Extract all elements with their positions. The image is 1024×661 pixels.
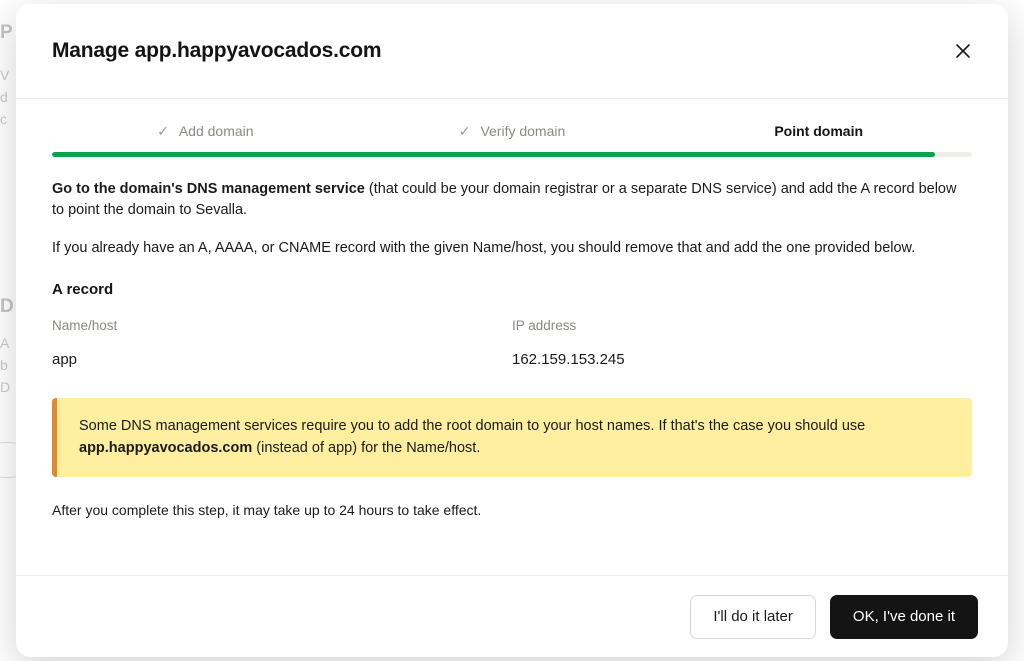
modal-header — [16, 4, 1008, 99]
do-it-later-button[interactable]: I'll do it later — [690, 595, 816, 639]
a-record-grid — [52, 318, 972, 368]
record-field-name-host — [52, 318, 512, 368]
progress-track — [52, 152, 972, 157]
record-label-name-host: Name/host — [52, 318, 118, 333]
stepper — [52, 123, 972, 139]
record-label-ip-address: IP address — [512, 318, 577, 333]
bg-line-3: c — [0, 111, 7, 127]
intro-paragraph — [52, 179, 972, 221]
second-paragraph: If you already have an A, AAAA, or CNAME record with the given Name/host, you should remove that and add the one provided below. — [52, 240, 916, 256]
check-icon: ✓ — [458, 123, 471, 139]
step-add-domain[interactable] — [52, 123, 359, 139]
close-icon[interactable] — [948, 36, 978, 66]
progress-fill — [52, 152, 935, 157]
bg-line-2: d — [0, 89, 8, 105]
step-label-verify-domain: Verify domain — [480, 123, 566, 139]
intro-bold-text: Go to the domain's DNS management service — [52, 181, 365, 197]
record-value-ip-address: 162.159.153.245 — [512, 351, 625, 368]
step-point-domain[interactable] — [665, 123, 972, 139]
callout-tail-text: (instead of app) for the Name/host. — [252, 440, 481, 456]
callout-bold-domain: app.happyavocados.com — [79, 440, 253, 456]
page-title: Manage app.happyavocados.com — [52, 39, 382, 62]
manage-domain-modal — [16, 4, 1008, 657]
footnote-text: After you complete this step, it may take up to 24 hours to take effect. — [52, 502, 482, 518]
bg-heading-1: P — [0, 22, 13, 43]
bg-line-4: A — [0, 335, 10, 351]
bg-heading-2: D — [0, 296, 14, 317]
step-label-point-domain: Point domain — [774, 123, 864, 139]
modal-body — [16, 99, 1008, 575]
callout-lead-text: Some DNS management services require you to add the root domain to your host names. If that's the case you should use — [79, 418, 866, 434]
bg-line-1: V — [0, 67, 10, 83]
bg-line-6: D — [0, 379, 11, 395]
step-verify-domain[interactable] — [359, 123, 666, 139]
modal-footer — [16, 575, 1008, 657]
record-field-ip-address — [512, 318, 972, 368]
step-label-add-domain: Add domain — [178, 123, 254, 139]
warning-callout — [52, 398, 972, 477]
bg-line-5: b — [0, 357, 8, 373]
intro-rest-text: (that could be your domain registrar or a separate DNS service) and add the A record below to point the domain to Sevalla. — [52, 181, 957, 218]
check-icon: ✓ — [157, 123, 169, 139]
record-value-name-host: app — [52, 351, 78, 368]
ok-done-button[interactable]: OK, I've done it — [830, 595, 978, 639]
a-record-title: A record — [52, 281, 114, 298]
